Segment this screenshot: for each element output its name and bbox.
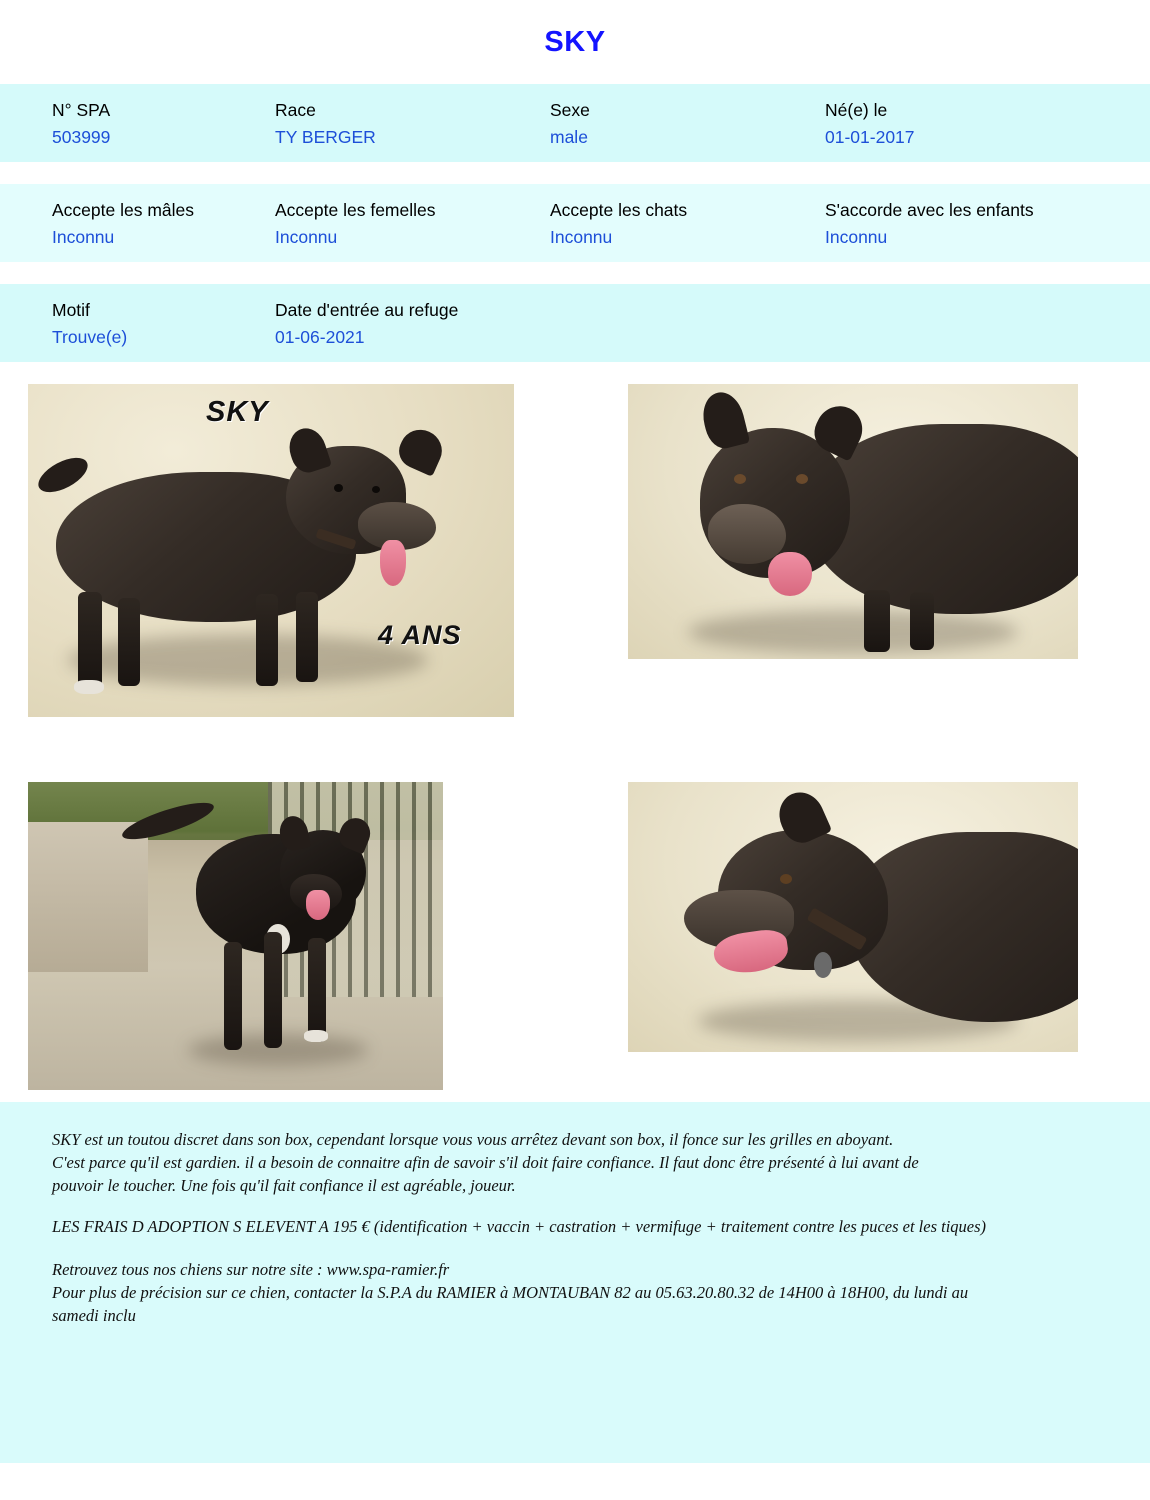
photo-sky-standing <box>28 384 514 717</box>
info-cell-sex <box>550 84 825 162</box>
info-row <box>0 84 1150 162</box>
info-value: Inconnu <box>550 227 613 247</box>
info-row <box>0 284 1150 362</box>
contact-line: Pour plus de précision sur ce chien, contacter la S.P.A du RAMIER à MONTAUBAN 82 au 05.63.20.80.32 de 14H00 à 18H00, du lundi au <box>52 1283 969 1302</box>
info-value: Trouve(e) <box>52 327 128 347</box>
info-value: 01-06-2021 <box>275 327 365 347</box>
description-line: pouvoir le toucher. Une fois qu'il fait confiance il est agréable, joueur. <box>52 1176 516 1195</box>
contact-line-2: samedi inclu <box>52 1306 136 1325</box>
info-label: Accepte les chats <box>550 200 688 220</box>
page-title: SKY <box>544 25 606 58</box>
info-cell-accepts-males <box>0 184 275 262</box>
title-bar <box>0 0 1150 84</box>
description-paragraph-3 <box>52 1258 1094 1327</box>
info-cell-spa-number <box>0 84 275 162</box>
row-divider <box>0 162 1150 184</box>
photo-caption-age: 4 ANS <box>378 620 462 650</box>
info-label: Accepte les mâles <box>52 200 195 220</box>
description-block <box>0 1102 1150 1345</box>
info-row <box>0 184 1150 262</box>
info-cell-accepts-females <box>275 184 550 262</box>
website-line: Retrouvez tous nos chiens sur notre site : www.spa-ramier.fr <box>52 1260 450 1279</box>
info-value: Inconnu <box>275 227 338 247</box>
info-value: male <box>550 127 588 147</box>
row-divider <box>0 262 1150 284</box>
info-value: TY BERGER <box>275 127 376 147</box>
info-label: Né(e) le <box>825 100 888 120</box>
photo-gallery <box>0 362 1150 1102</box>
info-cell-empty-1 <box>550 284 825 362</box>
info-cell-good-with-children <box>825 184 1100 262</box>
info-value: 01-01-2017 <box>825 127 915 147</box>
info-table <box>0 84 1150 362</box>
info-cell-birthdate <box>825 84 1100 162</box>
footer-band <box>0 1345 1150 1463</box>
info-cell-empty-2 <box>825 284 1100 362</box>
info-label: Date d'entrée au refuge <box>275 300 459 320</box>
info-label: Sexe <box>550 100 590 120</box>
info-cell-reason <box>0 284 275 362</box>
info-value: Inconnu <box>52 227 115 247</box>
info-value: 503999 <box>52 127 111 147</box>
info-cell-accepts-cats <box>550 184 825 262</box>
info-label: Race <box>275 100 316 120</box>
photo-sky-profile-collar <box>628 782 1078 1052</box>
info-cell-entry-date <box>275 284 550 362</box>
photo-sky-walking <box>28 782 443 1090</box>
description-line: C'est parce qu'il est gardien. il a besoin de connaitre afin de savoir s'il doit faire confiance. Il faut donc être présenté à lui avant de <box>52 1153 919 1172</box>
info-label: Motif <box>52 300 90 320</box>
info-label: S'accorde avec les enfants <box>825 200 1034 220</box>
info-cell-breed <box>275 84 550 162</box>
info-label: Accepte les femelles <box>275 200 436 220</box>
adoption-fee-text: LES FRAIS D ADOPTION S ELEVENT A 195 € (identification + vaccin + castration + vermifuge + traitement contre les puces et les tiques) <box>52 1217 987 1236</box>
info-value: Inconnu <box>825 227 888 247</box>
photo-sky-portrait-front <box>628 384 1078 659</box>
info-label: N° SPA <box>52 100 111 120</box>
description-line: SKY est un toutou discret dans son box, cependant lorsque vous vous arrêtez devant son box, il fonce sur les grilles en aboyant. <box>52 1130 894 1149</box>
photo-caption-name: SKY <box>206 396 269 428</box>
description-paragraph-1 <box>52 1128 1094 1197</box>
